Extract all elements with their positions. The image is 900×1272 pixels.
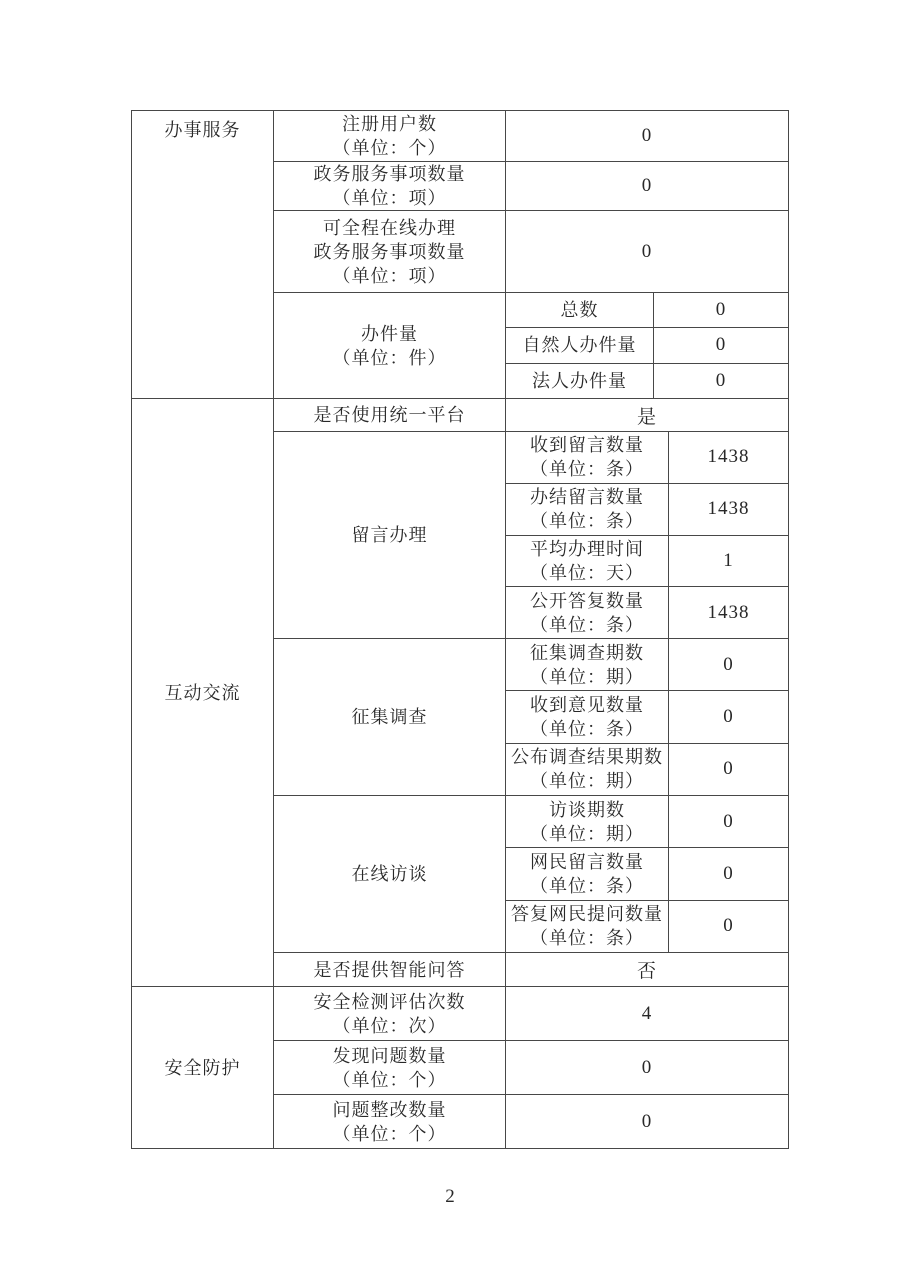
submetric-label-line: 公布调查结果期数 (511, 747, 663, 768)
submetric-unit-line: （单位：期） (530, 771, 644, 792)
table-row (274, 399, 788, 432)
section-security (132, 987, 788, 1148)
page-number: 2 (445, 1186, 455, 1207)
submetric-unit-line: （单位：条） (530, 459, 644, 480)
submetric-value-cell: 0 (715, 334, 727, 356)
metric-label-cell (274, 399, 506, 431)
submetric-value-cell: 0 (723, 758, 734, 780)
submetric-value-cell: 1 (723, 549, 734, 571)
table-subrow (506, 796, 788, 848)
submetric-unit-line: （单位：天） (530, 562, 644, 583)
metric-label-cell (274, 111, 506, 161)
metric-unit-line: （单位：项） (332, 188, 447, 208)
metric-value-cell: 4 (641, 1002, 653, 1024)
metric-label-line: 可全程在线办理 (323, 217, 456, 238)
submetric-label-line: 网民留言数量 (530, 851, 644, 872)
table-row (274, 162, 788, 211)
metric-label-line: 办件量 (361, 323, 418, 344)
table-subrow (506, 639, 788, 691)
submetric-unit-line: （单位：期） (530, 666, 644, 687)
metric-label-cell (274, 796, 506, 952)
submetric-label-cell (506, 364, 654, 398)
submetric-value-cell: 0 (723, 810, 734, 832)
section-interaction (132, 399, 788, 987)
table-row (274, 639, 788, 796)
submetric-label-cell (506, 796, 669, 847)
report-table (131, 110, 789, 1149)
submetric-label-line: 自然人办件量 (522, 335, 637, 356)
table-subrow (506, 484, 788, 536)
metric-label-line: 发现问题数量 (332, 1045, 447, 1066)
metric-unit-line: （单位：项） (332, 265, 447, 286)
table-row (274, 1041, 788, 1095)
submetric-value-cell: 0 (723, 862, 734, 884)
submetric-label-line: 收到留言数量 (530, 435, 644, 456)
submetric-group (506, 796, 788, 952)
metric-value-cell: 0 (641, 1056, 653, 1078)
metric-value-cell: 是 (636, 406, 657, 428)
table-subrow (506, 848, 788, 900)
submetric-value-cell: 1438 (707, 446, 750, 468)
submetric-label-line: 访谈期数 (549, 799, 625, 820)
submetric-label-line: 法人办件量 (532, 370, 627, 391)
section-body (274, 987, 788, 1148)
metric-label-cell (274, 211, 506, 292)
submetric-value-cell: 0 (715, 299, 727, 321)
submetric-value-cell: 1438 (707, 498, 750, 520)
section-label: 互动交流 (132, 399, 274, 986)
submetric-unit-line: （单位：条） (530, 875, 644, 896)
section-body (274, 111, 788, 398)
submetric-value-cell: 0 (715, 369, 727, 391)
table-subrow (506, 293, 788, 328)
submetric-value-cell: 0 (723, 653, 734, 675)
metric-value-cell: 0 (641, 240, 653, 262)
section-service (132, 111, 788, 399)
submetric-label-line: 平均办理时间 (530, 538, 644, 559)
submetric-label-cell (506, 901, 669, 952)
table-row (274, 293, 788, 398)
metric-label-line: 在线访谈 (351, 864, 428, 884)
submetric-label-cell (506, 328, 654, 362)
metric-label-cell (274, 293, 506, 398)
metric-label-line: 问题整改数量 (332, 1099, 447, 1120)
submetric-unit-line: （单位：条） (530, 511, 644, 532)
submetric-label-cell (506, 536, 669, 587)
submetric-unit-line: （单位：条） (530, 614, 644, 635)
metric-label-line: 留言办理 (351, 525, 428, 545)
metric-label-cell (274, 162, 506, 210)
metric-label-cell (274, 953, 506, 986)
section-label: 办事服务 (132, 111, 274, 398)
table-subrow (506, 328, 788, 363)
submetric-label-line: 收到意见数量 (530, 694, 644, 715)
table-row (274, 111, 788, 162)
table-subrow (506, 432, 788, 484)
submetric-label-cell (506, 432, 669, 483)
submetric-group (506, 639, 788, 795)
section-body (274, 399, 788, 986)
metric-label-line: 是否提供智能问答 (313, 959, 466, 980)
submetric-label-line: 答复网民提问数量 (511, 904, 663, 925)
metric-unit-line: （单位：个） (332, 1069, 447, 1090)
submetric-label-line: 总数 (560, 300, 599, 321)
table-row (274, 796, 788, 953)
submetric-label-cell (506, 691, 669, 742)
submetric-unit-line: （单位：期） (530, 823, 644, 844)
metric-value-cell: 0 (641, 125, 653, 146)
submetric-label-cell (506, 639, 669, 690)
metric-label-line: 安全检测评估次数 (313, 991, 466, 1012)
submetric-label-line: 征集调查期数 (530, 642, 644, 663)
section-label: 安全防护 (132, 987, 274, 1148)
submetric-label-cell (506, 587, 669, 638)
table-row (274, 1095, 788, 1148)
metric-label-cell (274, 987, 506, 1040)
metric-label-cell (274, 432, 506, 638)
table-subrow (506, 691, 788, 743)
table-subrow (506, 901, 788, 952)
submetric-value-cell: 0 (723, 915, 734, 937)
metric-label-cell (274, 1095, 506, 1148)
table-row (274, 211, 788, 293)
metric-unit-line: （单位：个） (332, 138, 447, 158)
table-subrow (506, 536, 788, 588)
table-subrow (506, 744, 788, 795)
metric-value-cell: 0 (641, 1110, 653, 1132)
submetric-label-cell (506, 848, 669, 899)
submetric-group (506, 293, 788, 398)
metric-unit-line: （单位：个） (332, 1123, 447, 1144)
submetric-unit-line: （单位：条） (530, 928, 644, 949)
metric-value-cell: 否 (636, 961, 657, 982)
submetric-value-cell: 1438 (707, 601, 750, 623)
metric-label-line: 征集调查 (351, 707, 428, 727)
submetric-label-cell (506, 484, 669, 535)
metric-value-cell: 0 (641, 175, 653, 196)
submetric-label-line: 办结留言数量 (530, 487, 644, 508)
metric-label-cell (274, 639, 506, 795)
table-subrow (506, 587, 788, 638)
table-subrow (506, 364, 788, 398)
metric-label-line: 是否使用统一平台 (313, 405, 466, 425)
metric-label-line: 政务服务事项数量 (313, 241, 466, 262)
submetric-unit-line: （单位：条） (530, 718, 644, 739)
submetric-label-line: 公开答复数量 (530, 590, 644, 611)
table-row (274, 987, 788, 1041)
submetric-label-cell (506, 293, 654, 327)
table-row (274, 953, 788, 986)
metric-unit-line: （单位：次） (332, 1015, 447, 1036)
table-row (274, 432, 788, 639)
metric-unit-line: （单位：件） (332, 347, 447, 368)
submetric-label-cell (506, 744, 669, 795)
submetric-group (506, 432, 788, 638)
metric-label-line: 注册用户数 (342, 114, 437, 134)
metric-label-cell (274, 1041, 506, 1094)
submetric-value-cell: 0 (723, 705, 734, 727)
metric-label-line: 政务服务事项数量 (313, 164, 466, 184)
